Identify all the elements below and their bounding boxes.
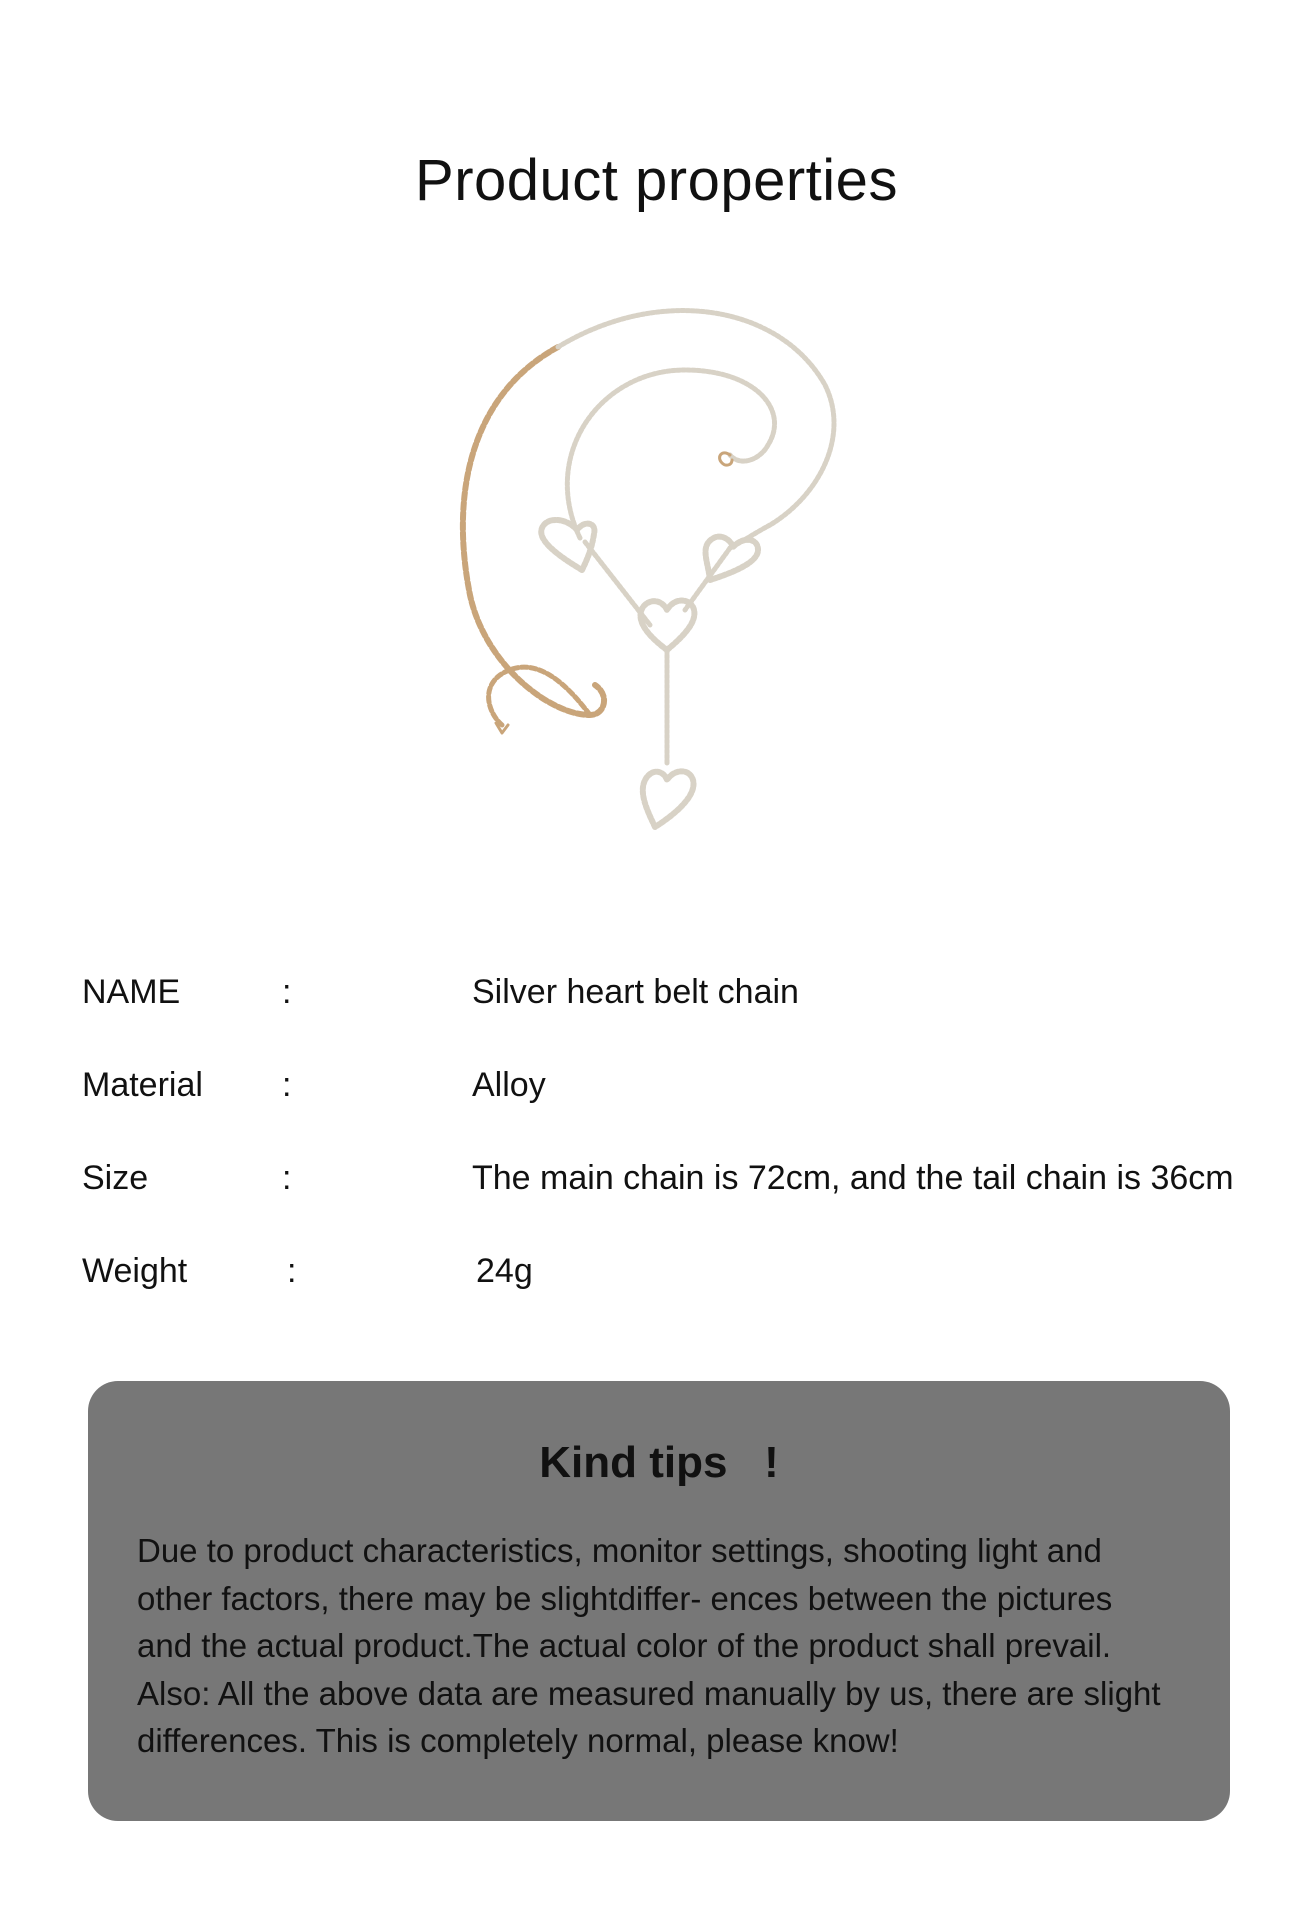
bottom-heart-pendant (643, 771, 694, 827)
spec-label: NAME (82, 973, 181, 1011)
spec-row-material (0, 1060, 1313, 1110)
belt-chain-image (430, 295, 890, 885)
spec-value: 24g (476, 1252, 533, 1290)
rhinestone-chain-inner (567, 370, 774, 538)
outer-chain (463, 347, 604, 715)
tips-line: and the actual product.The actual color of the product shall prevail. (137, 1627, 1112, 1664)
spec-row-size (0, 1153, 1313, 1203)
spec-value: The main chain is 72cm, and the tail chain is 36cm (472, 1159, 1234, 1197)
rhinestone-chain-outer (558, 311, 834, 525)
clasp (720, 453, 732, 465)
tips-line: differences. This is completely normal, please know! (137, 1722, 899, 1759)
spec-colon: : (282, 1159, 292, 1197)
spec-row-name (0, 967, 1313, 1017)
kind-tips-title: Kind tips ! (539, 1438, 779, 1487)
page-title: Product properties (415, 148, 898, 213)
spec-value: Silver heart belt chain (472, 973, 799, 1011)
tips-line: Due to product characteristics, monitor settings, shooting light and (137, 1532, 1102, 1569)
kind-tips-body (137, 1527, 1207, 1765)
spec-colon: : (282, 973, 292, 1011)
spec-colon: : (282, 1066, 292, 1104)
spec-label: Size (82, 1159, 149, 1197)
spec-row-weight (0, 1246, 1313, 1296)
spec-label: Weight (82, 1252, 188, 1290)
spec-value: Alloy (472, 1066, 546, 1104)
kind-tips-box (88, 1381, 1230, 1821)
spec-colon: : (287, 1252, 297, 1290)
tips-line: other factors, there may be slightdiffer- ences between the pictures (137, 1579, 1113, 1617)
tips-line: Also: All the above data are measured manually by us, there are slight (137, 1674, 1161, 1712)
spec-label: Material (82, 1066, 203, 1104)
